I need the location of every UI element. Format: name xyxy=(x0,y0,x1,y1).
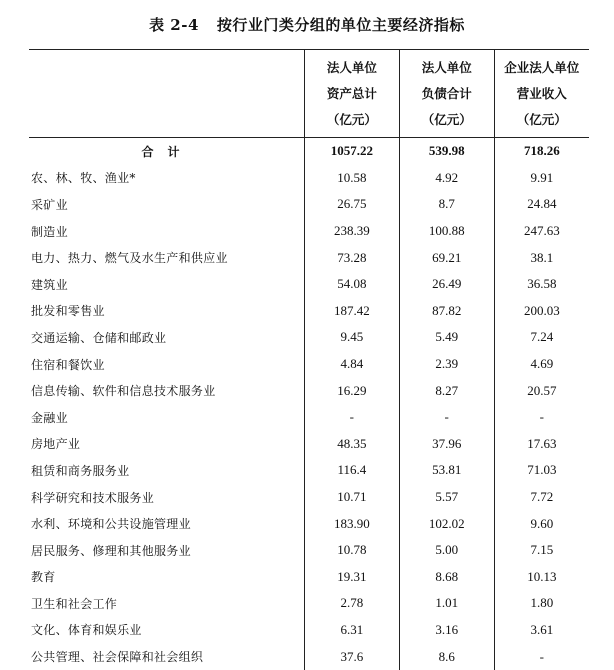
revenue-value: - xyxy=(539,409,544,425)
liabilities-value: 26.49 xyxy=(399,271,494,298)
table-row xyxy=(29,218,589,245)
table-row xyxy=(29,564,589,591)
revenue-value: 4.69 xyxy=(530,356,554,372)
header-row xyxy=(29,50,589,138)
industry-name: 住宿和餐饮业 xyxy=(29,351,304,378)
table-row xyxy=(29,643,589,670)
liabilities-value: 8.27 xyxy=(399,377,494,404)
assets-value: 19.31 xyxy=(304,564,399,591)
liabilities-value: 53.81 xyxy=(399,457,494,484)
liabilities-value: 8.6 xyxy=(399,643,494,670)
assets-value: 4.84 xyxy=(304,351,399,378)
liabilities-value: 37.96 xyxy=(399,431,494,458)
table-title xyxy=(0,14,614,35)
assets-value: 116.4 xyxy=(304,457,399,484)
revenue-value: 36.58 xyxy=(527,276,557,292)
liabilities-value: 1.01 xyxy=(399,590,494,617)
revenue-value: 9.60 xyxy=(530,515,554,531)
revenue-value: 7.15 xyxy=(530,542,554,558)
table-row xyxy=(29,298,589,325)
industry-name: 卫生和社会工作 xyxy=(29,590,304,617)
assets-value: 48.35 xyxy=(304,431,399,458)
table-row xyxy=(29,271,589,298)
industry-name: 交通运输、仓储和邮政业 xyxy=(29,324,304,351)
liabilities-value: 5.57 xyxy=(399,484,494,511)
assets-value: 26.75 xyxy=(304,191,399,218)
total-revenue: 718.26 xyxy=(523,143,560,159)
assets-value: 73.28 xyxy=(304,244,399,271)
revenue-value: 9.91 xyxy=(530,169,554,185)
revenue-value: 71.03 xyxy=(527,462,557,478)
total-label: 合计 xyxy=(29,138,304,165)
assets-value: 2.78 xyxy=(304,590,399,617)
column-header-revenue: 企业法人单位 营业收入 （亿元） xyxy=(494,50,589,138)
table-row xyxy=(29,244,589,271)
revenue-value: 24.84 xyxy=(527,196,557,212)
liabilities-value: 102.02 xyxy=(399,510,494,537)
industry-name: 制造业 xyxy=(29,218,304,245)
total-row xyxy=(29,138,589,165)
industry-name: 采矿业 xyxy=(29,191,304,218)
table-row xyxy=(29,484,589,511)
revenue-value: 20.57 xyxy=(527,382,557,398)
assets-value: 238.39 xyxy=(304,218,399,245)
revenue-value: 200.03 xyxy=(523,302,560,318)
table-row xyxy=(29,165,589,192)
indicators-table xyxy=(29,49,589,670)
revenue-value: 1.80 xyxy=(530,595,554,611)
industry-name: 房地产业 xyxy=(29,431,304,458)
table-row xyxy=(29,457,589,484)
industry-name: 科学研究和技术服务业 xyxy=(29,484,304,511)
assets-value: - xyxy=(304,404,399,431)
industry-name: 居民服务、修理和其他服务业 xyxy=(29,537,304,564)
assets-value: 6.31 xyxy=(304,617,399,644)
liabilities-value: 3.16 xyxy=(399,617,494,644)
total-assets: 1057.22 xyxy=(304,138,399,165)
liabilities-value: 4.92 xyxy=(399,165,494,192)
assets-value: 16.29 xyxy=(304,377,399,404)
table-row xyxy=(29,191,589,218)
total-liabilities: 539.98 xyxy=(399,138,494,165)
assets-value: 9.45 xyxy=(304,324,399,351)
liabilities-value: 2.39 xyxy=(399,351,494,378)
header-corner xyxy=(29,50,304,138)
liabilities-value: 5.49 xyxy=(399,324,494,351)
industry-name: 金融业 xyxy=(29,404,304,431)
assets-value: 187.42 xyxy=(304,298,399,325)
table-row xyxy=(29,617,589,644)
table-row xyxy=(29,351,589,378)
table-row xyxy=(29,431,589,458)
revenue-value: 17.63 xyxy=(527,435,557,451)
assets-value: 10.58 xyxy=(304,165,399,192)
revenue-value: 3.61 xyxy=(530,621,554,637)
industry-name: 水利、环境和公共设施管理业 xyxy=(29,510,304,537)
industry-name: 农、林、牧、渔业* xyxy=(29,165,304,192)
table-row xyxy=(29,377,589,404)
table-row xyxy=(29,510,589,537)
revenue-value: 38.1 xyxy=(530,249,554,265)
revenue-value: 7.72 xyxy=(530,489,554,505)
industry-name: 批发和零售业 xyxy=(29,298,304,325)
table-title-text: 按行业门类分组的单位主要经济指标 xyxy=(216,16,465,34)
liabilities-value: 8.7 xyxy=(399,191,494,218)
industry-name: 电力、热力、燃气及水生产和供应业 xyxy=(29,244,304,271)
liabilities-value: 8.68 xyxy=(399,564,494,591)
industry-name: 信息传输、软件和信息技术服务业 xyxy=(29,377,304,404)
column-header-assets: 法人单位 资产总计 （亿元） xyxy=(304,50,399,138)
liabilities-value: 87.82 xyxy=(399,298,494,325)
industry-name: 租赁和商务服务业 xyxy=(29,457,304,484)
liabilities-value: 5.00 xyxy=(399,537,494,564)
table-row xyxy=(29,537,589,564)
revenue-value: 7.24 xyxy=(530,329,554,345)
industry-name: 教育 xyxy=(29,564,304,591)
assets-value: 10.71 xyxy=(304,484,399,511)
assets-value: 183.90 xyxy=(304,510,399,537)
industry-name: 公共管理、社会保障和社会组织 xyxy=(29,643,304,670)
industry-name: 文化、体育和娱乐业 xyxy=(29,617,304,644)
table-row xyxy=(29,590,589,617)
assets-value: 10.78 xyxy=(304,537,399,564)
assets-value: 37.6 xyxy=(304,643,399,670)
liabilities-value: 100.88 xyxy=(399,218,494,245)
table-row xyxy=(29,404,589,431)
revenue-value: - xyxy=(539,648,544,664)
liabilities-value: - xyxy=(399,404,494,431)
revenue-value: 247.63 xyxy=(523,223,560,239)
column-header-liabilities: 法人单位 负债合计 （亿元） xyxy=(399,50,494,138)
table-number: 表 2-4 xyxy=(149,16,199,34)
liabilities-value: 69.21 xyxy=(399,244,494,271)
industry-name: 建筑业 xyxy=(29,271,304,298)
table-row xyxy=(29,324,589,351)
revenue-value: 10.13 xyxy=(527,568,557,584)
assets-value: 54.08 xyxy=(304,271,399,298)
